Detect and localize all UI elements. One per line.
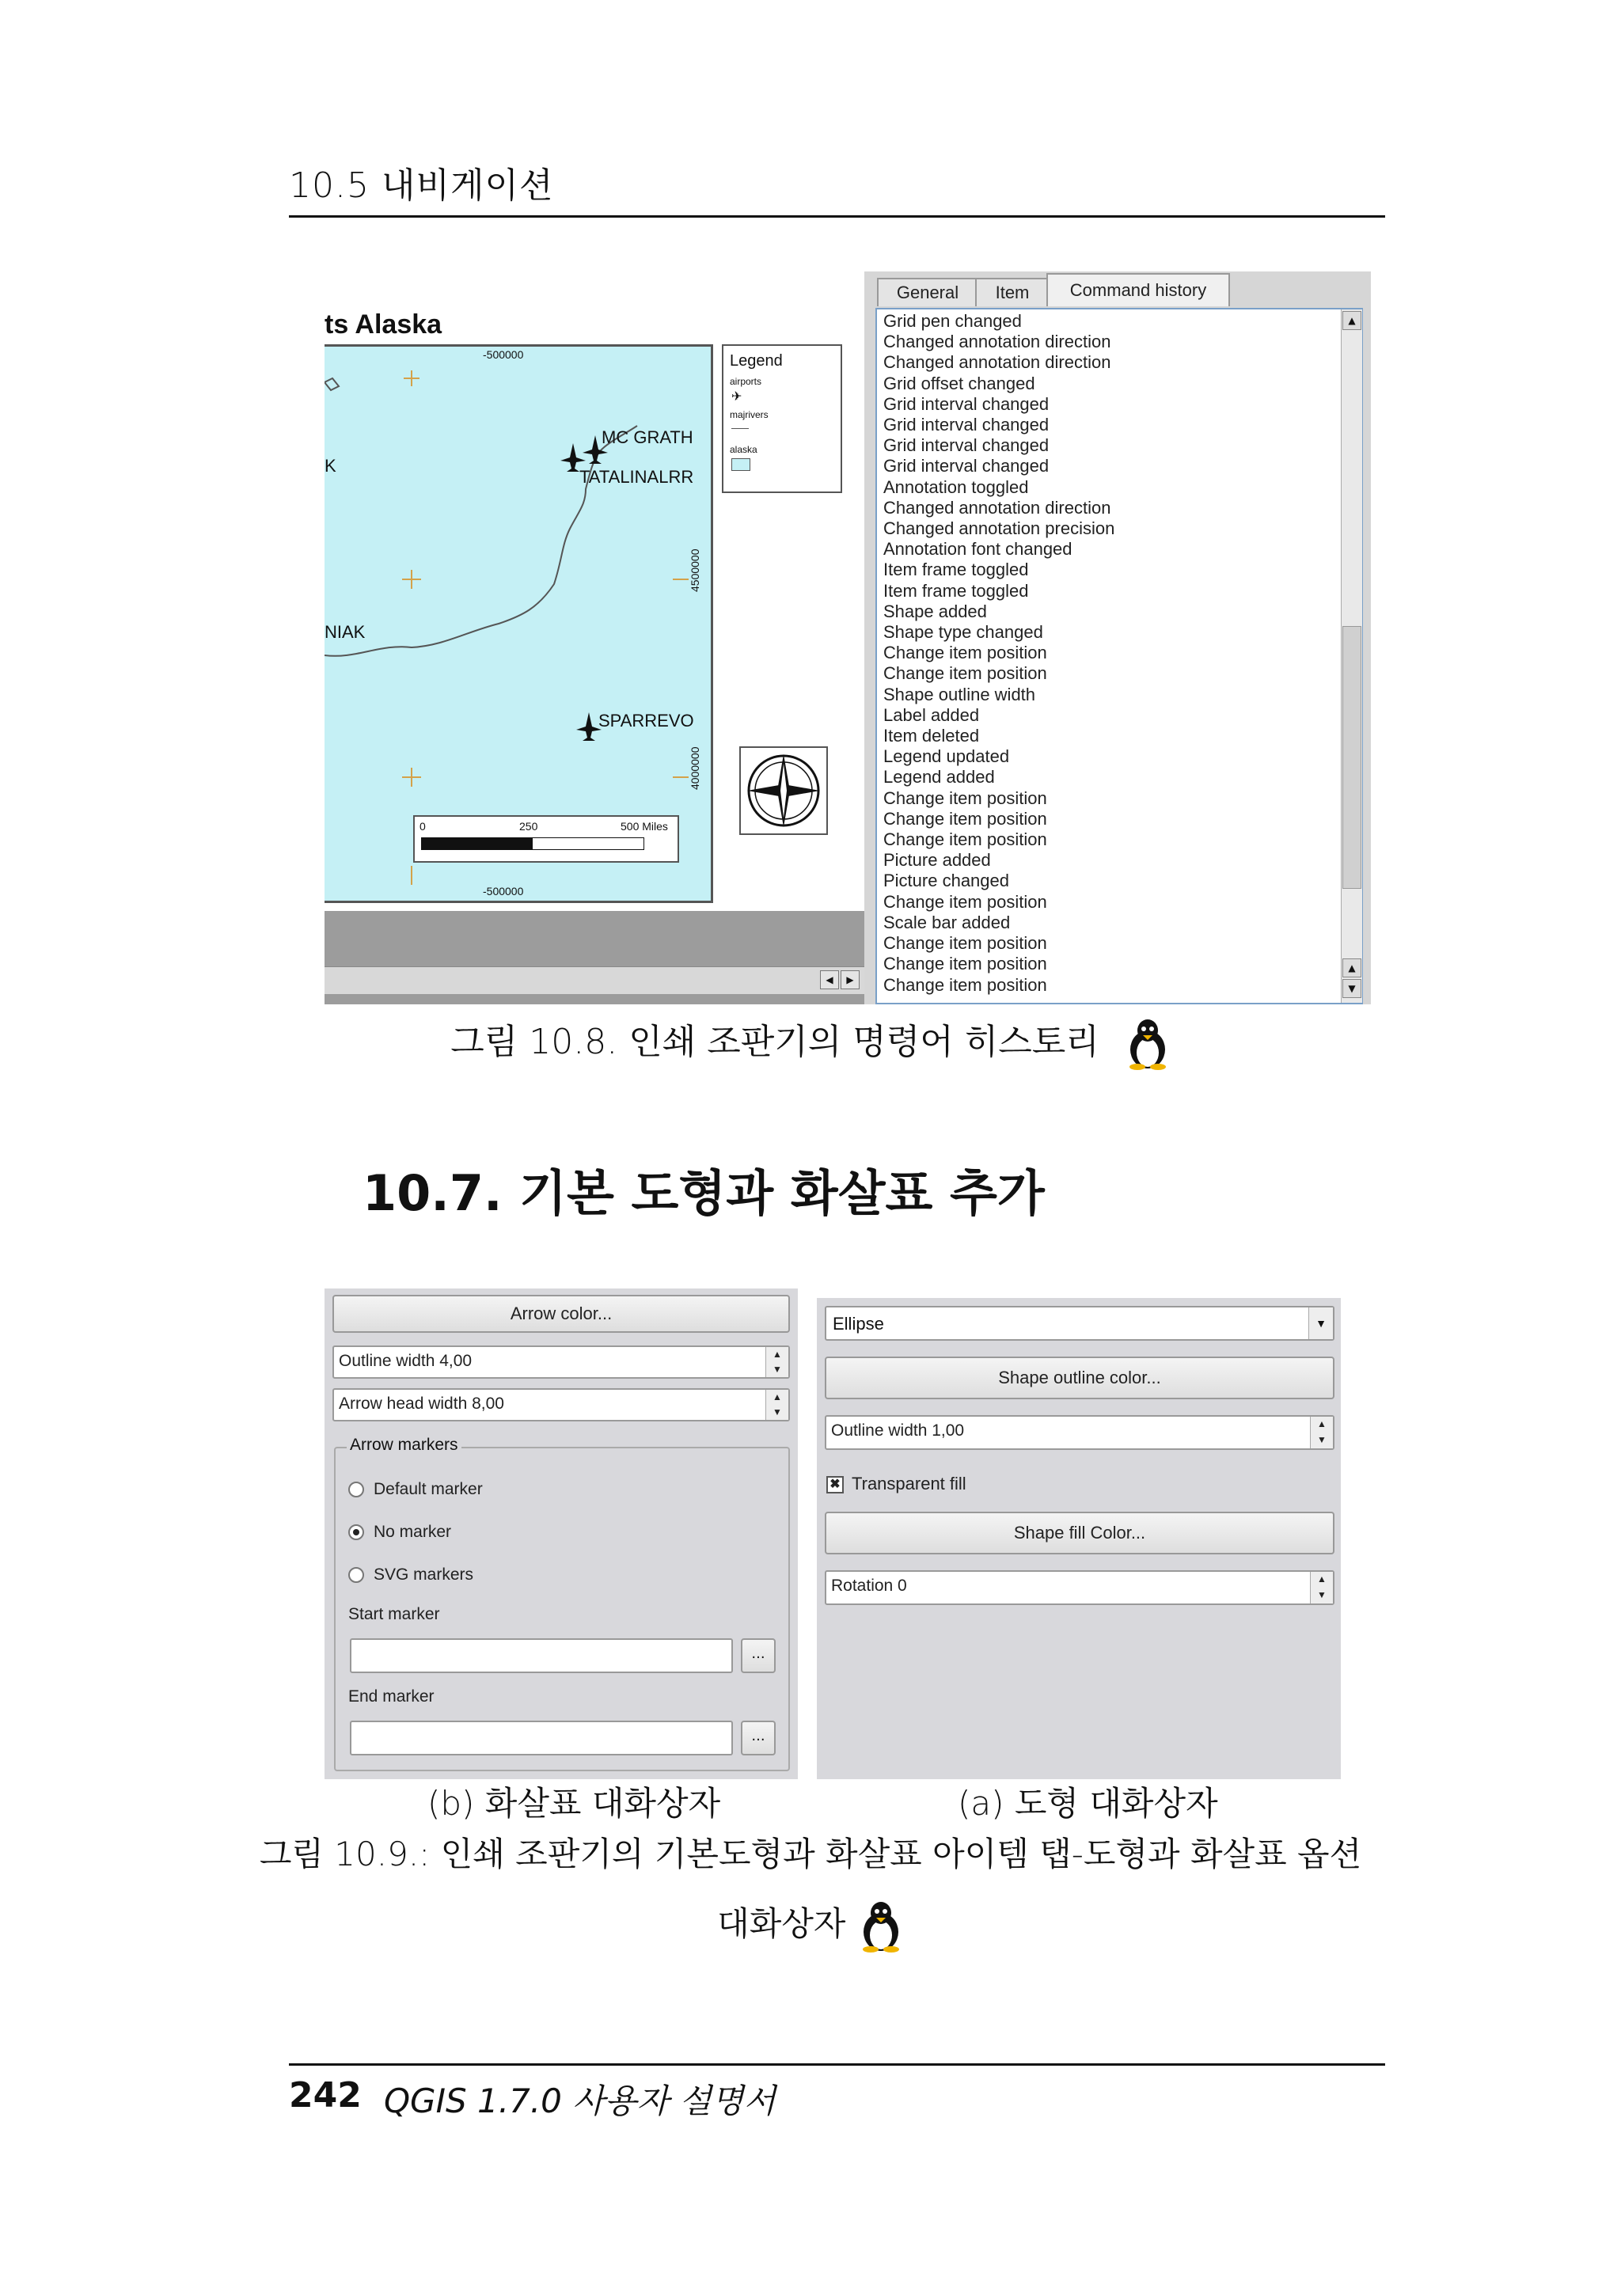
- radio-button[interactable]: [348, 1567, 364, 1583]
- spin-arrows[interactable]: [1310, 1572, 1333, 1603]
- spin-arrows[interactable]: [765, 1347, 788, 1377]
- spin-arrows[interactable]: [765, 1390, 788, 1420]
- history-item[interactable]: Annotation toggled: [883, 476, 1029, 497]
- tab-command-history[interactable]: Command history: [1046, 273, 1230, 306]
- history-item[interactable]: Label added: [883, 704, 980, 725]
- map-title: ts Alaska: [325, 309, 442, 340]
- scroll-down-icon[interactable]: ▼: [1342, 979, 1361, 998]
- book-title: QGIS 1.7.0 사용자 설명서: [384, 2082, 776, 2120]
- city-label: K: [325, 456, 336, 476]
- scroll-up-icon[interactable]: ▲: [1342, 311, 1361, 330]
- history-item[interactable]: Picture changed: [883, 871, 1009, 891]
- figure-command-history: [325, 271, 1371, 1004]
- tick-right-1: 4500000: [689, 548, 701, 592]
- chevron-down-icon[interactable]: ▼: [1308, 1307, 1333, 1339]
- end-marker-input[interactable]: [350, 1721, 733, 1755]
- tab-general[interactable]: General: [877, 278, 978, 306]
- scale-segment-filled: [421, 837, 532, 850]
- history-item[interactable]: Shape outline width: [883, 684, 1036, 704]
- legend-item: majrivers: [730, 409, 769, 420]
- scroll-thumb[interactable]: [1342, 626, 1361, 889]
- scale-segment-empty: [532, 837, 644, 850]
- spin-down-icon[interactable]: ▼: [1317, 1434, 1327, 1445]
- spin-down-icon[interactable]: ▼: [1317, 1589, 1327, 1600]
- tab-item[interactable]: Item: [975, 278, 1050, 306]
- tick-right-2: 4000000: [689, 746, 701, 790]
- history-item[interactable]: Grid offset changed: [883, 373, 1035, 393]
- shape-outline-width-spinbox[interactable]: [825, 1415, 1334, 1450]
- scroll-right-icon[interactable]: ▶: [841, 970, 860, 989]
- city-label: SPARREVO: [598, 711, 694, 731]
- city-label: NIAK: [325, 622, 366, 642]
- history-item[interactable]: Grid pen changed: [883, 311, 1022, 331]
- history-item[interactable]: Legend updated: [883, 746, 1010, 767]
- tick-bottom: -500000: [483, 885, 524, 898]
- radio-no-marker[interactable]: [348, 1523, 451, 1542]
- history-item[interactable]: Item deleted: [883, 726, 980, 746]
- radio-button[interactable]: [348, 1524, 364, 1540]
- running-head: 10.5 내비게이션: [289, 165, 554, 206]
- shape-type-select[interactable]: [825, 1306, 1334, 1341]
- legend-title: Legend: [730, 352, 783, 370]
- compass-rose-icon: [739, 746, 828, 835]
- start-marker-label: Start marker: [348, 1605, 440, 1623]
- radio-svg-markers[interactable]: [348, 1565, 473, 1584]
- group-title: Arrow markers: [347, 1436, 461, 1455]
- history-item[interactable]: Legend added: [883, 767, 995, 787]
- header-rule: [289, 215, 1385, 218]
- horizontal-scrollbar[interactable]: [325, 966, 864, 994]
- history-item[interactable]: Shape added: [883, 601, 987, 621]
- city-label: MC GRATH: [602, 427, 693, 447]
- start-marker-browse-button[interactable]: ...: [741, 1638, 776, 1673]
- history-item[interactable]: Scale bar added: [883, 912, 1011, 932]
- history-item[interactable]: Picture added: [883, 850, 991, 871]
- history-item[interactable]: Change item position: [883, 663, 1047, 684]
- checkbox-label: Transparent fill: [852, 1474, 966, 1493]
- arrow-head-width-spinbox[interactable]: [332, 1388, 790, 1421]
- spin-down-icon[interactable]: ▼: [773, 1406, 782, 1417]
- arrow-markers-group: [334, 1436, 790, 1771]
- polygon-swatch: [731, 458, 750, 471]
- radio-label: Default marker: [374, 1480, 483, 1498]
- section-title: 10.7. 기본 도형과 화살표 추가: [363, 1164, 1045, 1222]
- arrow-dialog: [325, 1288, 798, 1779]
- history-item[interactable]: Annotation font changed: [883, 539, 1072, 560]
- history-item[interactable]: Grid interval changed: [883, 393, 1050, 414]
- subcaption-arrow: (b) 화살표 대화상자: [427, 1784, 721, 1823]
- history-item[interactable]: Item frame toggled: [883, 580, 1029, 601]
- history-item[interactable]: Change item position: [883, 829, 1047, 850]
- scale-label: 250: [519, 820, 538, 833]
- tux-penguin-icon: [858, 1900, 904, 1953]
- history-item[interactable]: Changed annotation precision: [883, 518, 1115, 539]
- history-item[interactable]: Change item position: [883, 787, 1047, 808]
- checkbox-checked-icon[interactable]: ✖: [826, 1476, 844, 1493]
- footer-rule: [289, 2063, 1385, 2066]
- radio-default-marker[interactable]: [348, 1480, 483, 1499]
- history-items: [883, 311, 1114, 996]
- caption-text: 그림 10.8. 인쇄 조판기의 명령어 히스토리: [450, 1022, 1099, 1062]
- transparent-fill-checkbox[interactable]: [826, 1474, 966, 1494]
- figure-caption-line2: [0, 1898, 1621, 1953]
- legend-item: airports: [730, 376, 762, 387]
- end-marker-label: End marker: [348, 1687, 435, 1706]
- scroll-up-icon[interactable]: ▲: [1342, 958, 1361, 977]
- city-label: TATALINALRR: [579, 467, 694, 487]
- vertical-scrollbar[interactable]: [1341, 309, 1362, 1003]
- rotation-spinbox[interactable]: [825, 1570, 1334, 1605]
- arrow-color-button[interactable]: Arrow color...: [332, 1295, 790, 1333]
- scroll-left-icon[interactable]: ◀: [820, 970, 839, 989]
- tick-top: -500000: [483, 348, 524, 361]
- end-marker-browse-button[interactable]: ...: [741, 1721, 776, 1755]
- history-item[interactable]: Item frame toggled: [883, 560, 1029, 580]
- spinbox-value: Rotation 0: [831, 1577, 907, 1595]
- history-item[interactable]: Grid interval changed: [883, 456, 1050, 476]
- history-item[interactable]: Changed annotation direction: [883, 352, 1111, 373]
- subcaption-shape: (a) 도형 대화상자: [958, 1784, 1218, 1823]
- history-item[interactable]: Change item position: [883, 933, 1047, 954]
- history-item[interactable]: Change item position: [883, 974, 1047, 995]
- history-item[interactable]: Change item position: [883, 891, 1047, 912]
- shape-dialog: [817, 1298, 1341, 1779]
- page-number: 242: [289, 2075, 362, 2116]
- outline-width-spinbox[interactable]: [332, 1345, 790, 1379]
- scalebar: [413, 815, 679, 863]
- radio-label: No marker: [374, 1523, 452, 1541]
- history-item[interactable]: Changed annotation direction: [883, 332, 1111, 352]
- airplane-icon: ✈: [731, 389, 742, 404]
- history-item[interactable]: Change item position: [883, 808, 1047, 829]
- spin-up-icon[interactable]: ▲: [1317, 1418, 1327, 1429]
- spin-up-icon[interactable]: ▲: [773, 1349, 782, 1360]
- radio-button[interactable]: [348, 1482, 364, 1497]
- spinbox-value: Outline width 1,00: [831, 1421, 965, 1440]
- history-item[interactable]: Change item position: [883, 643, 1047, 663]
- shape-fill-color-button[interactable]: Shape fill Color...: [825, 1512, 1334, 1554]
- scale-label: 0: [419, 820, 426, 833]
- spin-arrows[interactable]: [1310, 1417, 1333, 1448]
- history-item[interactable]: Changed annotation direction: [883, 497, 1111, 518]
- river-line: [731, 428, 749, 429]
- caption-text: 대화상자: [717, 1904, 846, 1943]
- spinbox-value: Outline width 4,00: [339, 1352, 473, 1370]
- start-marker-input[interactable]: [350, 1638, 733, 1673]
- tux-penguin-icon: [1125, 1018, 1171, 1070]
- scale-label: 500 Miles: [621, 820, 668, 833]
- select-value: Ellipse: [833, 1314, 884, 1334]
- shape-outline-color-button[interactable]: Shape outline color...: [825, 1357, 1334, 1399]
- spinbox-value: Arrow head width 8,00: [339, 1395, 504, 1413]
- history-item[interactable]: Change item position: [883, 954, 1047, 974]
- legend-item: alaska: [730, 444, 757, 455]
- map-frame: [325, 344, 713, 903]
- command-history-list[interactable]: [875, 308, 1363, 1004]
- history-item[interactable]: Grid interval changed: [883, 435, 1050, 456]
- figure-caption: 그림 10.9.: 인쇄 조판기의 기본도형과 화살표 아이템 탭-도형과 화살표 옵션: [259, 1835, 1362, 1873]
- history-item[interactable]: Shape type changed: [883, 622, 1043, 643]
- spin-down-icon[interactable]: ▼: [773, 1364, 782, 1375]
- history-item[interactable]: Grid interval changed: [883, 415, 1050, 435]
- radio-label: SVG markers: [374, 1565, 474, 1584]
- spin-up-icon[interactable]: ▲: [773, 1391, 782, 1402]
- spin-up-icon[interactable]: ▲: [1317, 1573, 1327, 1584]
- map-legend: [722, 344, 842, 493]
- figure-caption: [0, 1013, 1621, 1070]
